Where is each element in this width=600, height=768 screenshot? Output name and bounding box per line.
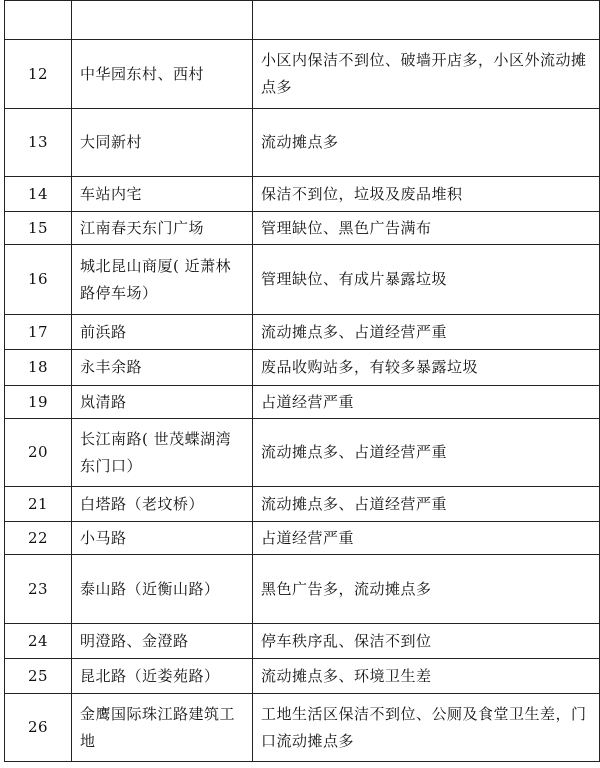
table-row	[5, 109, 600, 177]
row-number: 23	[5, 555, 72, 624]
table-row	[5, 177, 600, 212]
location-cell: 长江南路( 世茂蝶湖湾东门口）	[72, 419, 253, 487]
issue-cell: 废品收购站多，有较多暴露垃圾	[253, 350, 600, 386]
location-cell: 白塔路（老坟桥）	[72, 487, 253, 522]
location-cell: 中华园东村、西村	[72, 40, 253, 109]
issue-cell: 黑色广告多，流动摊点多	[253, 555, 600, 624]
row-number: 16	[5, 245, 72, 315]
row-number: 18	[5, 350, 72, 386]
table-row	[5, 694, 600, 762]
row-number: 20	[5, 419, 72, 487]
row-number: 26	[5, 694, 72, 762]
issue-cell: 流动摊点多、占道经营严重	[253, 419, 600, 487]
row-number: 14	[5, 177, 72, 212]
location-cell: 金鹰国际珠江路建筑工地	[72, 694, 253, 762]
issue-cell: 管理缺位、有成片暴露垃圾	[253, 245, 600, 315]
location-cell: 永丰余路	[72, 350, 253, 386]
location-cell: 前浜路	[72, 315, 253, 350]
table-row	[5, 315, 600, 350]
table-row	[5, 624, 600, 659]
table-row	[5, 522, 600, 555]
row-number: 24	[5, 624, 72, 659]
location-cell: 大同新村	[72, 109, 253, 177]
issue-cell: 保洁不到位，垃圾及废品堆积	[253, 177, 600, 212]
row-number: 17	[5, 315, 72, 350]
table-row	[5, 1, 600, 40]
table-row	[5, 212, 600, 245]
issues-table	[4, 0, 600, 762]
issue-cell: 占道经营严重	[253, 522, 600, 555]
row-number: 15	[5, 212, 72, 245]
issue-cell: 工地生活区保洁不到位、公厕及食堂卫生差，门口流动摊点多	[253, 694, 600, 762]
row-number: 19	[5, 386, 72, 419]
location-cell: 小马路	[72, 522, 253, 555]
issue-cell: 流动摊点多、占道经营严重	[253, 315, 600, 350]
table-row	[5, 487, 600, 522]
row-number: 21	[5, 487, 72, 522]
table-row	[5, 350, 600, 386]
location-cell: 城北昆山商厦( 近萧林路停车场）	[72, 245, 253, 315]
issue-cell: 小区内保洁不到位、破墙开店多，小区外流动摊点多	[253, 40, 600, 109]
location-cell	[72, 1, 253, 40]
table-row	[5, 659, 600, 694]
table-row	[5, 245, 600, 315]
location-cell: 泰山路（近衡山路）	[72, 555, 253, 624]
table-row	[5, 386, 600, 419]
issue-cell	[253, 1, 600, 40]
row-number: 13	[5, 109, 72, 177]
location-cell: 昆北路（近娄苑路）	[72, 659, 253, 694]
issue-cell: 流动摊点多、占道经营严重	[253, 487, 600, 522]
location-cell: 明澄路、金澄路	[72, 624, 253, 659]
location-cell: 江南春天东门广场	[72, 212, 253, 245]
issue-cell: 管理缺位、黑色广告满布	[253, 212, 600, 245]
location-cell: 岚清路	[72, 386, 253, 419]
table-row	[5, 40, 600, 109]
table-row	[5, 555, 600, 624]
location-cell: 车站内宅	[72, 177, 253, 212]
issue-cell: 停车秩序乱、保洁不到位	[253, 624, 600, 659]
issue-cell: 占道经营严重	[253, 386, 600, 419]
row-number: 22	[5, 522, 72, 555]
issue-cell: 流动摊点多、环境卫生差	[253, 659, 600, 694]
row-number: 12	[5, 40, 72, 109]
issue-cell: 流动摊点多	[253, 109, 600, 177]
table-row	[5, 419, 600, 487]
row-number: 25	[5, 659, 72, 694]
row-number	[5, 1, 72, 40]
